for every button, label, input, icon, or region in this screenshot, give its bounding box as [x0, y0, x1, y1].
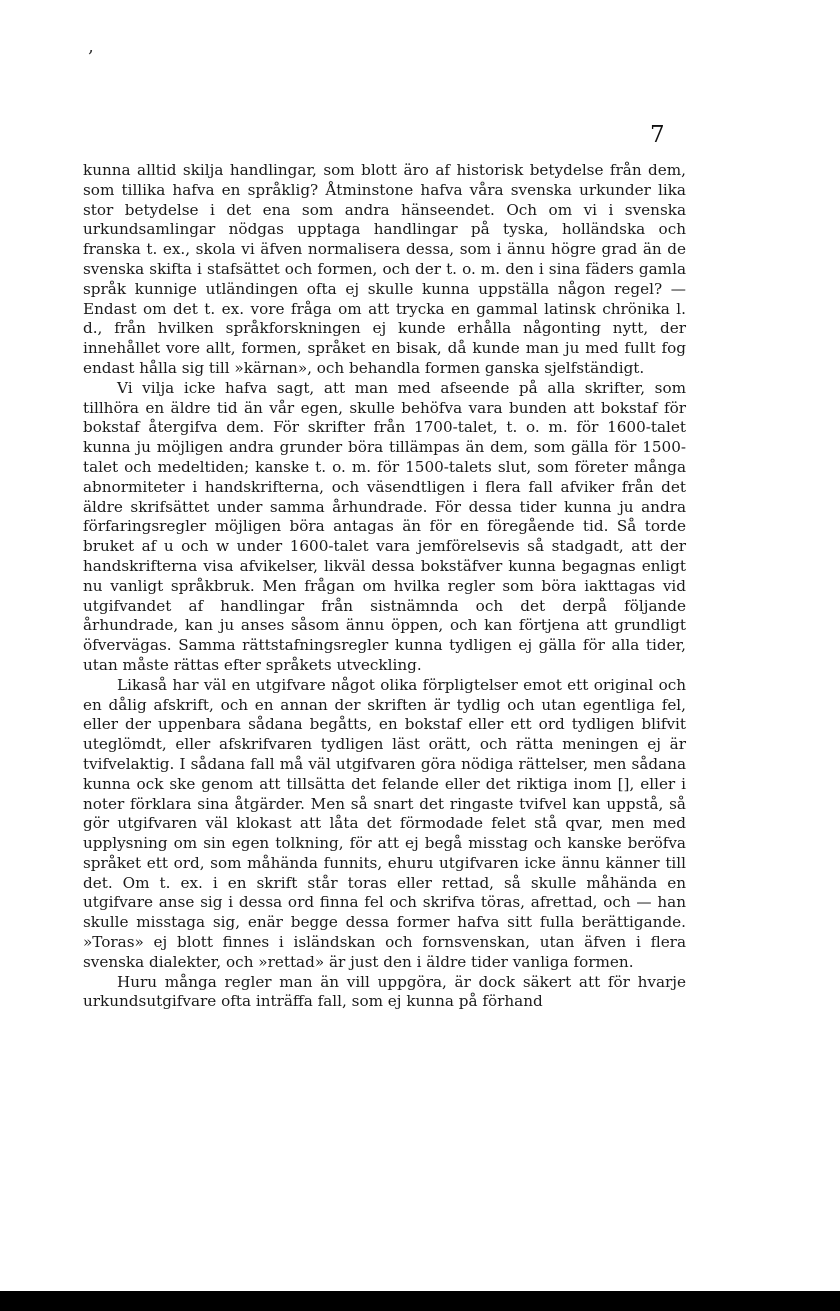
body-text	[83, 161, 686, 1012]
corner-mark: ‚	[88, 36, 94, 57]
paragraph-3: Likaså har väl en utgifvare något olika förpligtelser emot ett original och en dålig afskrift, och en annan der skriften är tydlig och utan egentliga fel, eller der uppenbara sådana begåtts, en bokstaf eller ett ord tydligen blifvit uteglömdt, eller afskrifvaren tydligen läst orätt, och rätta meningen ej är tvifvelaktig. I sådana fall må väl utgifvaren göra nödiga rättelser, men sådana kunna ock ske genom att tillsätta det felande eller det riktiga inom [], eller i noter förklara sina åtgärder. Men så snart det ringaste tvifvel kan uppstå, så gör utgifvaren väl klokast att låta det förmodade felet stå qvar, men med upplysning om sin egen tolkning, för att ej begå misstag och kanske beröfva språket ett ord, som måhända funnits, ehuru utgifvaren icke ännu känner till det. Om t. ex. i en skrift står toras eller rettad, så skulle måhända en utgifvare anse sig i dessa ord finna fel och skrifva töras, afrettad, och — han skulle misstaga sig, enär begge dessa former hafva sitt fulla berättigande. »Toras» ej blott finnes i isländskan och fornsvenskan, utan äfven i flera svenska dialekter, och »rettad» är just den i äldre tider vanliga formen.	[83, 675, 686, 971]
page-number: 7	[650, 122, 665, 148]
paragraph-1: kunna alltid skilja handlingar, som blott äro af historisk betydelse från dem, som tillika hafva en språklig? Åtminstone hafva våra svenska urkunder lika stor betydelse i det ena som andra hänseendet. Och om vi i svenska urkundsamlingar nödgas upptaga handlingar på tyska, holländska och franska t. ex., skola vi äfven normalisera dessa, som i ännu högre grad än de svenska skifta i stafsättet och formen, och der t. o. m. den i sina fäders gamla språk kunnige utländingen ofta ej skulle kunna uppställa någon regel? — Endast om det t. ex. vore fråga om att trycka en gammal latinsk chrönika l. d., från hvilken språkforskningen ej kunde erhålla någonting nytt, der innehållet vore allt, formen, språket en bisak, då kunde man ju med fullt fog endast hålla sig till »kärnan», och behandla formen ganska sjelfständigt.	[83, 161, 686, 377]
scan-edge-bar	[0, 1291, 840, 1311]
paragraph-2: Vi vilja icke hafva sagt, att man med afseende på alla skrifter, som tillhöra en äldre tid än vår egen, skulle behöfva vara bunden att bokstaf för bokstaf återgifva dem. För skrifter från 1700-talet, t. o. m. för 1600-talet kunna ju möjligen andra grunder böra tillämpas än dem, som gälla för 1500-talet och medeltiden; kanske t. o. m. för 1500-talets slut, som företer många abnormiteter i handskrifterna, och väsendtligen i flera fall afviker från det äldre skrifsättet under samma århundrade. För dessa tider kunna ju andra förfaringsregler möjligen böra antagas än för en föregående tid. Så torde bruket af u och w under 1600-talet vara jemförelsevis så stadgadt, att der handskrifterna visa afvikelser, likväl dessa bokstäfver kunna begagnas enligt nu vanligt språkbruk. Men frågan om hvilka regler som böra iakttagas vid utgifvandet af handlingar från sistnämnda och det derpå följande århundrade, kan ju anses såsom ännu öppen, och kan förtjena att grundligt öfvervägas. Samma rättstafningsregler kunna tydligen ej gälla för alla tider, utan måste rättas efter språkets utveckling.	[83, 378, 686, 674]
paragraph-4: Huru många regler man än vill uppgöra, är dock säkert att för hvarje urkundsutgifvare ofta inträffa fall, som ej kunna på förhand	[83, 972, 686, 1011]
